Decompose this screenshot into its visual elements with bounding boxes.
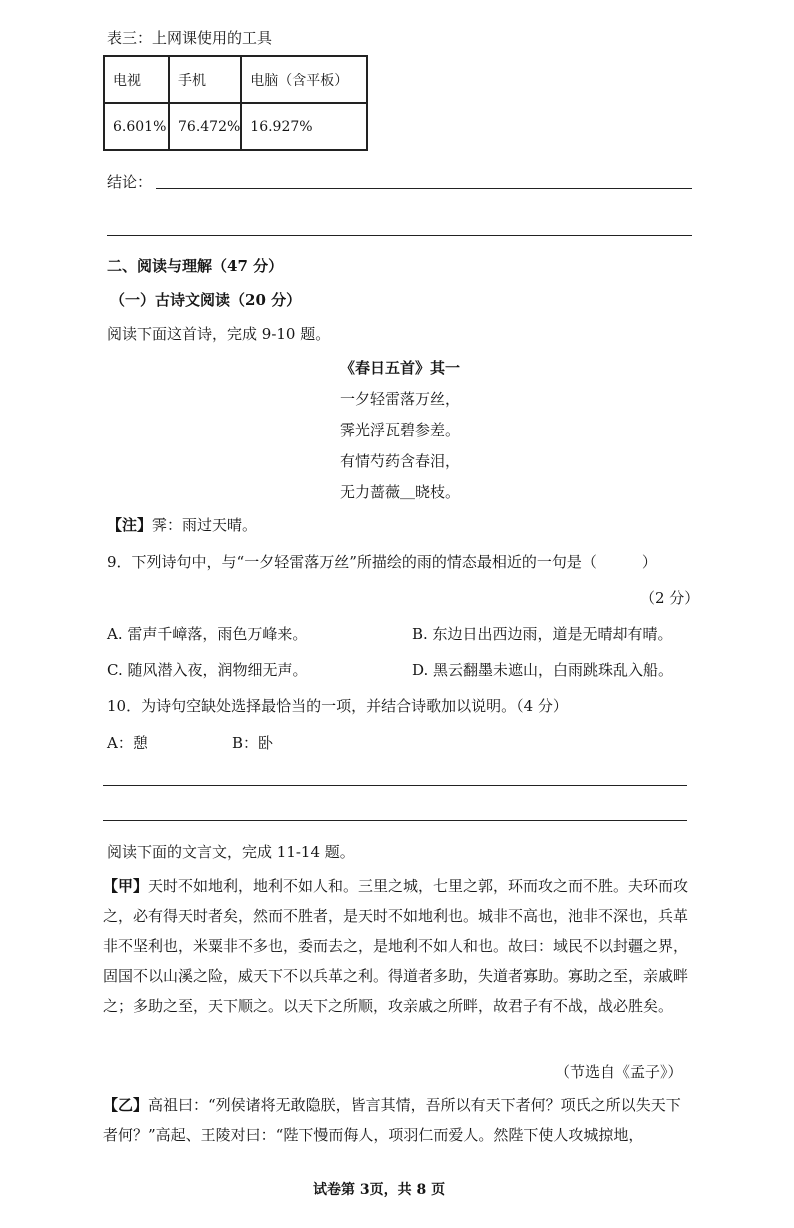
passage-yi-label: 【乙】 [103,1096,149,1114]
question-10-stem: 10．为诗句空缺处选择最恰当的一项，并结合诗歌加以说明。（4 分） [107,697,568,715]
passage-jia-source: （节选自《孟子》） [555,1063,683,1081]
passage-jia-label: 【甲】 [103,877,149,895]
poem-instruction: 阅读下面这首诗，完成 9-10 题。 [107,325,331,343]
question-9-option-a[interactable]: A. 雷声千嶂落，雨色万峰来。 [107,625,308,643]
table-cell: 76.472% [169,103,241,150]
conclusion-label: 结论： [107,173,153,191]
poem-title: 《春日五首》其一 [340,359,461,377]
question-9-option-b[interactable]: B. 东边日出西边雨，道是无晴却有晴。 [412,625,673,643]
poem-line: 无力蔷薇＿晓枝。 [340,483,461,501]
question-9-option-c[interactable]: C. 随风潜入夜，润物细无声。 [107,661,308,679]
answer-line[interactable] [103,820,687,821]
tools-table [103,55,368,151]
table-header-cell: 电脑（含平板） [241,56,367,103]
table-header-cell: 手机 [169,56,241,103]
passage-jia-text: 天时不如地利，地利不如人和。三里之城，七里之郭，环而攻之而不胜。夫环而攻之，必有得天时者矣，然而不胜者，是天时不如地利也。城非不高也，池非不深也，兵革非不坚利也，米粟非不多也，委而去之，是地利不如人和也。故曰：域民不以封疆之界，固国不以山溪之险，威天下不以兵革之利。得道者多助，失道者寡助。寡助之至，亲戚畔之；多助之至，天下顺之。以天下之所顺，攻亲戚之所畔，故君子有不战，战必胜矣。 [103,877,689,1015]
question-10-option-a[interactable]: A：憩 [107,734,148,752]
table-header-cell: 电视 [104,56,169,103]
table-row [104,103,367,150]
poem-line: 有情芍药含春泪， [340,452,461,470]
poem-line: 霁光浮瓦碧参差。 [340,421,461,439]
note-label: 【注】 [107,516,153,534]
table-cell: 6.601% [104,103,169,150]
note-text: 霁：雨过天晴。 [152,516,258,534]
passage-yi [103,1090,693,1150]
passage-jia [103,871,693,1021]
conclusion-answer-line-2[interactable] [107,235,692,236]
question-9-option-d[interactable]: D. 黑云翻墨未遮山，白雨跳珠乱入船。 [412,661,674,679]
question-9-stem: 9．下列诗句中，与“一夕轻雷落万丝”所描绘的雨的情态最相近的一句是（ ） [107,553,657,571]
table-header-row [104,56,367,103]
table-caption: 表三：上网课使用的工具 [107,29,273,47]
classical-instruction: 阅读下面的文言文，完成 11-14 题。 [107,843,355,861]
question-9-score: （2 分） [640,589,700,607]
table-cell: 16.927% [241,103,367,150]
conclusion-answer-line[interactable] [156,188,692,189]
question-10-option-b[interactable]: B：卧 [232,734,274,752]
poem-line: 一夕轻雷落万丝， [340,390,461,408]
subsection-title: （一）古诗文阅读（20 分） [110,291,302,309]
page-footer: 试卷第 3页，共 8 页 [313,1182,446,1198]
section-title: 二、阅读与理解（47 分） [107,257,284,275]
answer-line[interactable] [103,785,687,786]
passage-yi-text: 高祖曰：“列侯诸将无敢隐朕，皆言其情，吾所以有天下者何？项氏之所以失天下者何？”高起、王陵对曰：“陛下慢而侮人，项羽仁而爱人。然陛下使人攻城掠地， [103,1096,681,1144]
note [107,515,257,535]
